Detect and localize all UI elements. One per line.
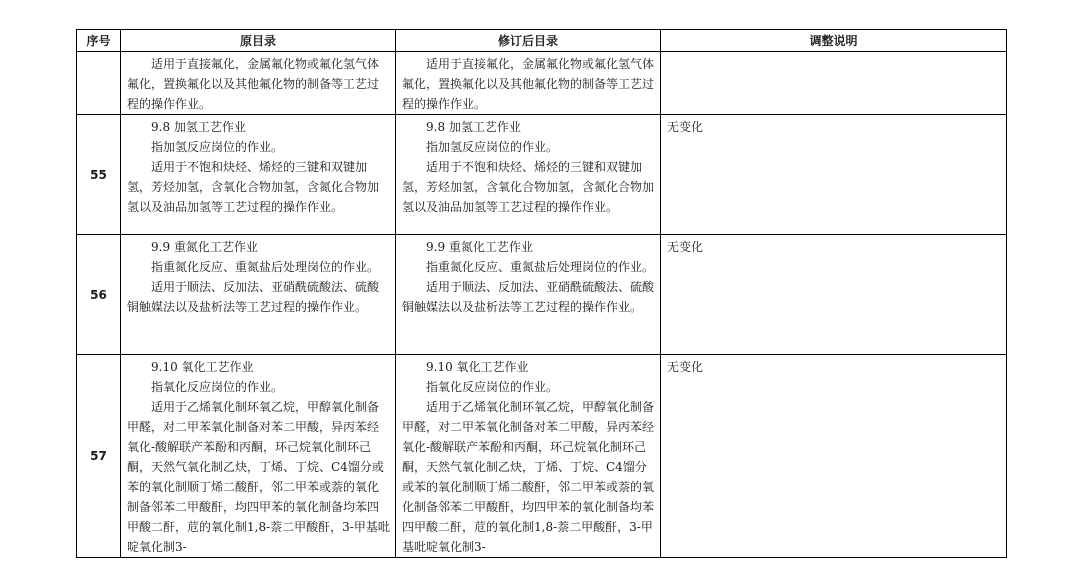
table-row: [77, 115, 1007, 235]
row-note: [661, 355, 1007, 558]
header-seq: 序号: [77, 30, 121, 52]
adjustment-note: 无变化: [667, 120, 704, 134]
section-definition: 指重氮化反应、重氮盐后处理岗位的作业。: [151, 260, 380, 274]
row-seq: 55: [77, 115, 121, 235]
table-row: [77, 355, 1007, 558]
section-definition: 指加氢反应岗位的作业。: [151, 140, 284, 154]
catalog-comparison-table: [76, 29, 1007, 558]
header-note: 调整说明: [661, 30, 1007, 52]
section-scope: 适用于不饱和炔烃、烯烃的三键和双键加氢，芳烃加氢，含氧化合物加氢，含氮化合物加氢以及油品加氢等工艺过程的操作作业。: [127, 160, 380, 214]
row-seq: 56: [77, 235, 121, 355]
header-original: 原目录: [121, 30, 396, 52]
section-scope: 适用于顺法、反加法、亚硝酰硫酸法、硫酸铜触媒法以及盐析法等工艺过程的操作作业。: [127, 280, 380, 314]
table-row: [77, 52, 1007, 115]
section-title: 9.8 加氢工艺作业: [426, 120, 521, 134]
row-note: [661, 235, 1007, 355]
row-revised: [396, 235, 661, 355]
section-title: 9.10 氧化工艺作业: [151, 360, 254, 374]
row-note: [661, 115, 1007, 235]
section-title: 9.9 重氮化工艺作业: [151, 240, 258, 254]
original-text: 适用于直接氟化，金属氟化物或氟化氢气体氟化，置换氟化以及其他氟化物的制备等工艺过程的操作作业。: [127, 57, 380, 111]
row-revised: [396, 115, 661, 235]
section-definition: 指加氢反应岗位的作业。: [426, 140, 559, 154]
header-row: [77, 30, 1007, 52]
table-row: [77, 235, 1007, 355]
section-title: 9.9 重氮化工艺作业: [426, 240, 533, 254]
revised-text: 适用于直接氟化，金属氟化物或氟化氢气体氟化，置换氟化以及其他氟化物的制备等工艺过程的操作作业。: [402, 57, 655, 111]
section-scope: 适用于顺法、反加法、亚硝酰硫酸法、硫酸铜触媒法以及盐析法等工艺过程的操作作业。: [402, 280, 655, 314]
row-revised: [396, 52, 661, 115]
section-scope: 适用于乙烯氧化制环氧乙烷，甲醇氧化制备甲醛，对二甲苯氧化制备对苯二甲酸，异丙苯经氧化-酸解联产苯酚和丙酮，环己烷氧化制环己酮，天然气氧化制乙炔，丁烯、丁烷、C4馏分或苯的氧化制顺丁烯二酸酐，邻二甲苯或萘的氧化制备邻苯二甲酸酐，均四甲苯的氧化制备均苯四甲酸二酐，苊的氧化制1,8-萘二甲酸酐，3-甲基吡啶氧化制3-: [127, 400, 390, 554]
row-original: [121, 355, 396, 558]
section-scope: 适用于不饱和炔烃、烯烃的三键和双键加氢，芳烃加氢，含氧化合物加氢，含氮化合物加氢以及油品加氢等工艺过程的操作作业。: [402, 160, 655, 214]
row-note: [661, 52, 1007, 115]
section-title: 9.10 氧化工艺作业: [426, 360, 529, 374]
row-seq: 57: [77, 355, 121, 558]
row-seq: [77, 52, 121, 115]
header-revised: 修订后目录: [396, 30, 661, 52]
adjustment-note: 无变化: [667, 240, 704, 254]
row-original: [121, 52, 396, 115]
adjustment-note: 无变化: [667, 360, 704, 374]
row-original: [121, 115, 396, 235]
section-definition: 指氧化反应岗位的作业。: [151, 380, 284, 394]
row-original: [121, 235, 396, 355]
section-definition: 指重氮化反应、重氮盐后处理岗位的作业。: [426, 260, 655, 274]
section-scope: 适用于乙烯氧化制环氧乙烷，甲醇氧化制备甲醛，对二甲苯氧化制备对苯二甲酸，异丙苯经氧化-酸解联产苯酚和丙酮，环己烷氧化制环己酮，天然气氧化制乙炔，丁烯、丁烷、C4馏分或苯的氧化制顺丁烯二酸酐，邻二甲苯或萘的氧化制备邻苯二甲酸酐，均四甲苯的氧化制备均苯四甲酸二酐，苊的氧化制1,8-萘二甲酸酐，3-甲基吡啶氧化制3-: [402, 400, 655, 554]
section-definition: 指氧化反应岗位的作业。: [426, 380, 559, 394]
row-revised: [396, 355, 661, 558]
adjustment-note: [661, 52, 1006, 56]
section-title: 9.8 加氢工艺作业: [151, 120, 246, 134]
